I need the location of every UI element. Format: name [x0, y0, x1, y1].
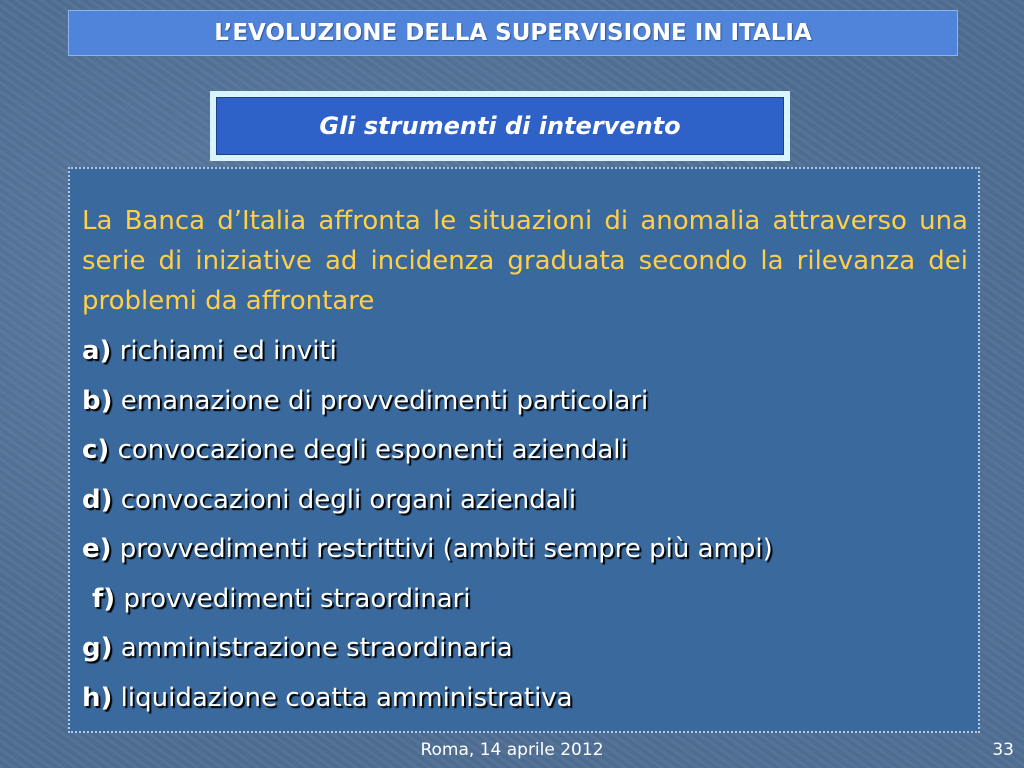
page-number: 33 — [992, 740, 1014, 760]
item-text: provvedimenti restrittivi (ambiti sempre più ampi) — [119, 534, 773, 564]
item-letter: g) — [82, 633, 113, 663]
content-panel — [68, 167, 980, 733]
list-item — [82, 678, 962, 728]
list-item — [82, 628, 962, 678]
item-text: liquidazione coatta amministrativa — [120, 682, 573, 713]
item-letter: e) — [82, 534, 112, 564]
list-item — [82, 381, 962, 431]
slide-title: L’EVOLUZIONE DELLA SUPERVISIONE IN ITALIA — [68, 10, 958, 56]
footer-location-date: Roma, 14 aprile 2012 — [420, 740, 604, 760]
list-item — [82, 579, 962, 629]
item-letter: c) — [82, 435, 110, 465]
item-letter: d) — [82, 484, 113, 515]
item-text: provvedimenti straordinari — [123, 583, 471, 614]
intervention-list — [82, 331, 962, 727]
item-text: richiami ed inviti — [119, 336, 337, 366]
slide-subtitle: Gli strumenti di intervento — [216, 97, 784, 155]
item-letter: b) — [82, 385, 113, 416]
item-text: convocazione degli esponenti aziendali — [117, 435, 628, 465]
intro-paragraph: La Banca d’Italia affronta le situazioni di anomalia attraverso una serie di iniziative ad incidenza graduata secondo la rilevanza dei problemi da affrontare — [82, 206, 968, 316]
subtitle-frame — [210, 91, 790, 161]
item-text: amministrazione straordinaria — [120, 633, 513, 663]
list-item — [82, 331, 962, 381]
item-letter: a) — [82, 336, 112, 366]
list-item — [82, 480, 962, 530]
list-item — [82, 529, 962, 579]
item-letter: f) — [92, 583, 116, 614]
item-letter: h) — [82, 682, 113, 713]
item-text: emanazione di provvedimenti particolari — [120, 385, 649, 416]
list-item — [82, 430, 962, 480]
item-text: convocazioni degli organi aziendali — [120, 484, 577, 515]
